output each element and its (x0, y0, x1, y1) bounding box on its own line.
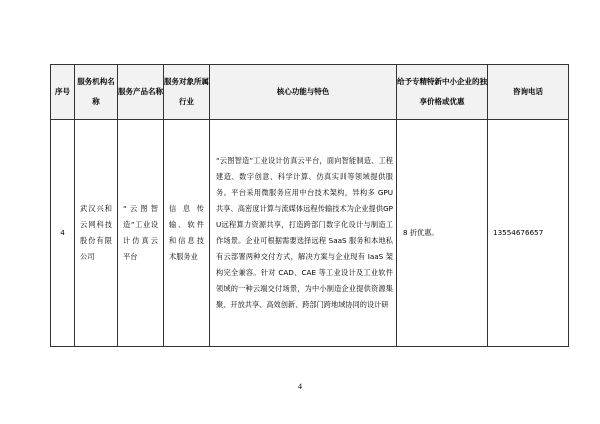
cell-features: “云图智造”工业设计仿真云平台，面向智能制造、工程建造、数字创意、科学计算、仿真实训等领域提供服务。平台采用微服务应用中台技术架构，异构多 GPU 共享、高密度计算与流媒体远程传输技术为企业提供GPU远程算力资源共享，打造跨部门数字化设计与制造工作场景。企业可根据需要选择远程 SaaS 服务和本地私有云部署两种交付方式，解决方案与企业现有 IaaS 架构完全兼容。针对 CAD、CAE 等工业设计及工业软件领域的一种云端交付场景，为中小制造企业提供资源集聚、开放共享、高效创新、跨部门跨地域协同的设计研 (216, 156, 393, 309)
header-price: 给予专精特新中小企业的独享价格或优惠 (397, 65, 488, 120)
table-header-row (51, 65, 569, 120)
cell-no: 4 (51, 120, 75, 347)
cell-org: 武汉兴和云网科技股份有限公司 (80, 204, 112, 261)
header-product: 服务产品名称 (118, 65, 164, 120)
cell-phone: 13554676657 (493, 228, 544, 237)
header-phone: 咨询电话 (488, 65, 569, 120)
header-no: 序号 (51, 65, 75, 120)
table-row (51, 120, 569, 347)
header-industry: 服务对象所属行业 (164, 65, 210, 120)
header-features: 核心功能与特色 (210, 65, 397, 120)
page-number: 4 (298, 382, 302, 391)
cell-industry: 信息传输、软件和信息技术服务业 (169, 204, 204, 261)
cell-price: 8 折优惠。 (403, 228, 439, 237)
services-table (50, 64, 569, 347)
header-org: 服务机构名称 (75, 65, 118, 120)
cell-product: “云图智造”工业设计仿真云平台 (123, 204, 158, 261)
